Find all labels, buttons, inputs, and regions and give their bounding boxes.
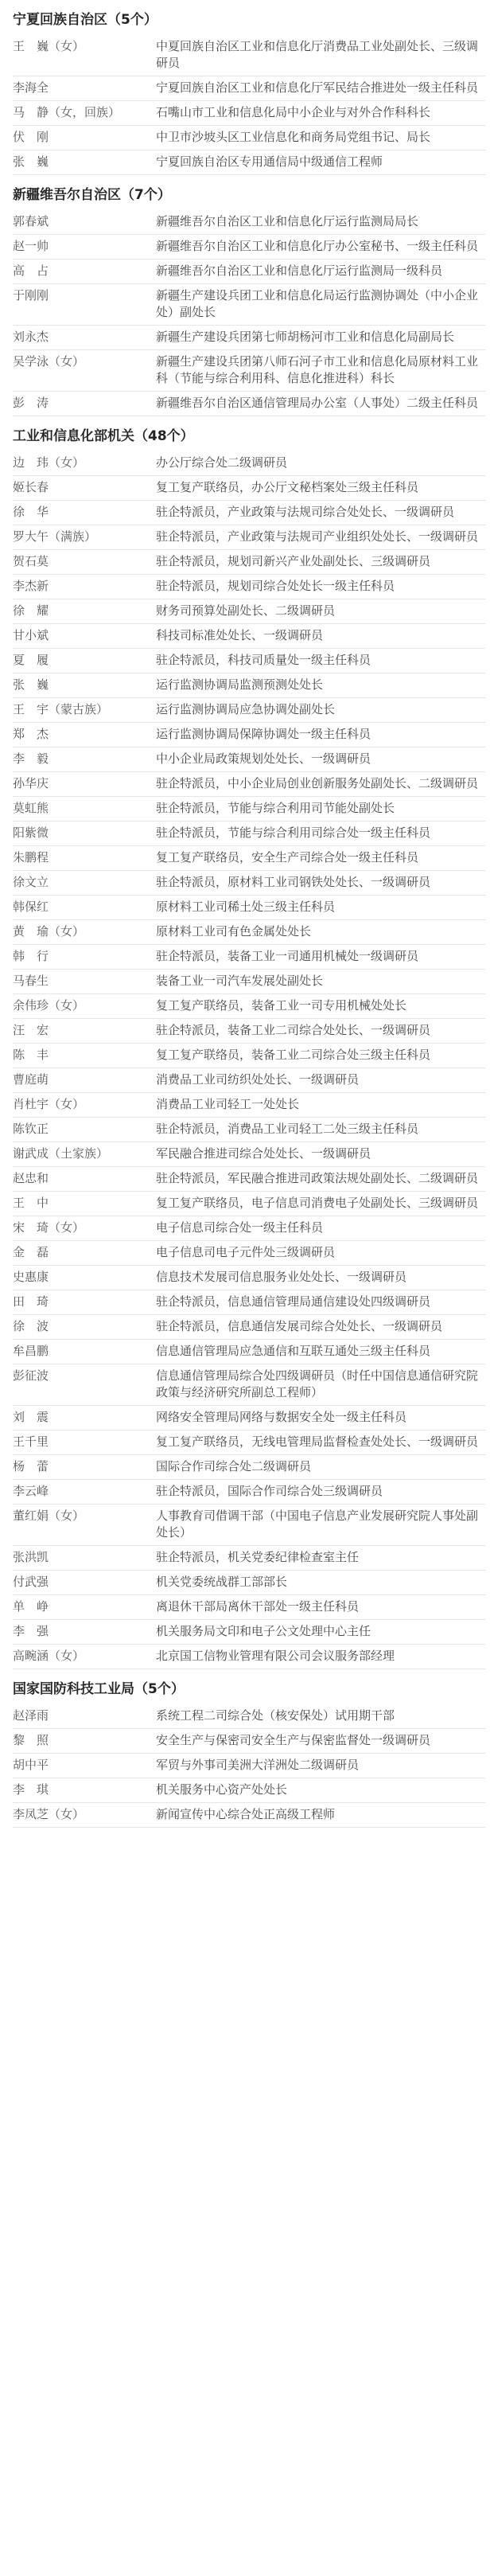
person-name: 徐 耀: [13, 603, 49, 618]
person-position: 消费品工业司轻工一处处长: [156, 1097, 300, 1111]
person-name: 张 巍: [13, 154, 49, 169]
person-name: 赵忠和: [13, 1171, 49, 1185]
person-position: 驻企特派员，消费品工业司轻工二处三级主任科员: [156, 1122, 419, 1136]
person-name: 彭 涛: [13, 396, 49, 410]
person-position: 信息通信管理局综合处四级调研员（时任中国信息通信研究院政策与经济研究所副总工程师）: [156, 1368, 479, 1399]
section: [13, 416, 485, 1669]
person-name: 李凤芝（女）: [13, 1807, 85, 1821]
person-name: 刘 震: [13, 1410, 49, 1424]
person-name: 徐 波: [13, 1319, 49, 1333]
person-position: 运行监测协调局监测预测处处长: [156, 677, 324, 692]
person-position: 中卫市沙坡头区工业信息化和商务局党组书记、局长: [156, 130, 431, 144]
person-name: 李 强: [13, 1624, 49, 1638]
list-item: [13, 822, 485, 846]
person-position: 离退休干部局离休干部处一级主任科员: [156, 1599, 360, 1614]
list-item: [13, 350, 485, 392]
person-position: 新疆维吾尔自治区工业和信息化厅运行监测局一级科员: [156, 263, 443, 278]
list-item: [13, 1620, 485, 1645]
list-item: [13, 35, 485, 76]
list-item: [13, 260, 485, 284]
list-item: [13, 1118, 485, 1142]
person-name: 韩保红: [13, 900, 49, 914]
person-position: 信息技术发展司信息服务业处处长、一级调研员: [156, 1270, 407, 1284]
person-name: 牟昌鹏: [13, 1344, 49, 1358]
list-item: [13, 1406, 485, 1430]
person-position: 机关党委统战群工部部长: [156, 1575, 288, 1589]
person-name: 王 中: [13, 1196, 49, 1210]
person-name: 单 峥: [13, 1599, 49, 1614]
person-position: 驻企特派员，产业政策与法规司产业组织处处长、一级调研员: [156, 529, 479, 544]
person-name: 李云峰: [13, 1484, 49, 1498]
person-position: 驻企特派员，规划司综合处处长一级主任科员: [156, 579, 395, 593]
list-item: [13, 772, 485, 797]
person-position: 科技司标准处处长、一级调研员: [156, 628, 324, 642]
person-position: 国际合作司综合处二级调研员: [156, 1459, 312, 1473]
person-name: 黎 照: [13, 1733, 49, 1747]
list-item: [13, 896, 485, 920]
person-name: 宋 琦（女）: [13, 1220, 85, 1235]
list-item: [13, 1595, 485, 1620]
person-position: 运行监测协调局保障协调处一级主任科员: [156, 727, 371, 741]
person-name: 阳紫微: [13, 825, 49, 840]
list-item: [13, 1290, 485, 1315]
person-position: 新疆生产建设兵团工业和信息化局运行监测协调处（中小企业处）副处长: [156, 288, 479, 319]
list-item: [13, 1455, 485, 1480]
person-position: 复工复产联络员，电子信息司消费电子处副处长、三级调研员: [156, 1196, 479, 1210]
person-name: 莫虹熊: [13, 801, 49, 815]
list-item: [13, 1704, 485, 1729]
section-title: 宁夏回族自治区（5个）: [13, 12, 158, 28]
person-name: 金 磊: [13, 1245, 49, 1259]
person-name: 徐文立: [13, 875, 49, 889]
person-position: 驻企特派员，节能与综合利用司综合处一级主任科员: [156, 825, 431, 840]
person-position: 驻企特派员，机关党委纪律检查室主任: [156, 1550, 360, 1564]
person-name: 陈钦正: [13, 1122, 49, 1136]
list-item: [13, 1192, 485, 1216]
list-item: [13, 747, 485, 772]
list-item: [13, 1216, 485, 1241]
list-item: [13, 1645, 485, 1669]
person-position: 驻企特派员，信息通信发展司综合处处长、一级调研员: [156, 1319, 443, 1333]
person-position: 机关服务中心资产处处长: [156, 1782, 288, 1797]
person-position: 驻企特派员，装备工业二司综合处处长、一级调研员: [156, 1023, 431, 1037]
person-position: 复工复产联络员，办公厅文秘档案处三级主任科员: [156, 480, 419, 494]
list-item: [13, 1754, 485, 1778]
person-name: 曹庭萌: [13, 1072, 49, 1087]
list-item: [13, 575, 485, 599]
person-position: 军贸与外事司美洲大洋洲处二级调研员: [156, 1758, 360, 1772]
person-name: 李杰新: [13, 579, 49, 593]
person-name: 朱鹏程: [13, 850, 49, 865]
person-position: 复工复产联络员，安全生产司综合处一级主任科员: [156, 850, 419, 865]
section: [13, 0, 485, 175]
person-name: 于刚刚: [13, 288, 49, 302]
person-name: 高畹涵（女）: [13, 1649, 85, 1663]
person-position: 驻企特派员，节能与综合利用司节能处副处长: [156, 801, 395, 815]
person-position: 复工复产联络员，装备工业一司专用机械处处长: [156, 998, 407, 1013]
person-position: 电子信息司综合处一级主任科员: [156, 1220, 324, 1235]
person-name: 王 巍（女）: [13, 39, 85, 53]
list-item: [13, 649, 485, 673]
person-position: 原材料工业司稀土处三级主任科员: [156, 900, 336, 914]
list-item: [13, 1803, 485, 1828]
list-item: [13, 723, 485, 747]
list-item: [13, 599, 485, 624]
person-name: 夏 履: [13, 653, 49, 667]
person-position: 人事教育司借调干部（中国电子信息产业发展研究院人事处副处长）: [156, 1509, 479, 1540]
person-position: 新疆维吾尔自治区通信管理局办公室（人事处）二级主任科员: [156, 396, 479, 410]
list-item: [13, 1778, 485, 1803]
person-name: 付武强: [13, 1575, 49, 1589]
person-position: 北京国工信物业管理有限公司会议服务部经理: [156, 1649, 395, 1663]
list-item: [13, 210, 485, 235]
person-position: 宁夏回族自治区工业和信息化厅军民结合推进处一级主任科员: [156, 80, 479, 95]
list-item: [13, 501, 485, 525]
list-item: [13, 945, 485, 970]
person-name: 余伟珍（女）: [13, 998, 85, 1013]
person-name: 彭征波: [13, 1368, 49, 1383]
person-name: 孙华庆: [13, 776, 49, 790]
person-position: 石嘴山市工业和信息化局中小企业与对外合作科科长: [156, 105, 431, 119]
person-position: 财务司预算处副处长、二级调研员: [156, 603, 336, 618]
person-name: 李 琪: [13, 1782, 49, 1797]
section-title: 工业和信息化部机关（48个）: [13, 428, 194, 444]
person-position: 驻企特派员，军民融合推进司政策法规处副处长、二级调研员: [156, 1171, 479, 1185]
person-name: 王 宇（蒙古族）: [13, 702, 109, 716]
list-item: [13, 1315, 485, 1340]
list-item: [13, 994, 485, 1019]
person-name: 姬长春: [13, 480, 49, 494]
person-name: 高 占: [13, 263, 49, 278]
person-position: 宁夏回族自治区专用通信局中级通信工程师: [156, 154, 383, 169]
person-name: 边 玮（女）: [13, 455, 85, 470]
person-position: 中小企业局政策规划处处长、一级调研员: [156, 751, 371, 766]
person-position: 新疆生产建设兵团第七师胡杨河市工业和信息化局副局长: [156, 330, 455, 344]
section: [13, 1669, 485, 1828]
list-item: [13, 392, 485, 416]
person-name: 伏 刚: [13, 130, 49, 144]
person-position: 运行监测协调局应急协调处副处长: [156, 702, 336, 716]
person-name: 贺石莫: [13, 554, 49, 568]
person-name: 吴学泳（女）: [13, 354, 85, 369]
person-name: 郑 杰: [13, 727, 49, 741]
person-position: 驻企特派员，信息通信管理局通信建设处四级调研员: [156, 1294, 431, 1309]
list-item: [13, 235, 485, 260]
list-item: [13, 1480, 485, 1505]
person-position: 驻企特派员，国际合作司综合处三级调研员: [156, 1484, 383, 1498]
list-item: [13, 1044, 485, 1068]
person-name: 赵泽雨: [13, 1708, 49, 1723]
list-item: [13, 126, 485, 150]
person-position: 军民融合推进司综合处处长、一级调研员: [156, 1146, 371, 1161]
person-position: 网络安全管理局网络与数据安全处一级主任科员: [156, 1410, 407, 1424]
list-item: [13, 476, 485, 501]
person-position: 驻企特派员，装备工业一司通用机械处一级调研员: [156, 949, 419, 963]
person-position: 消费品工业司纺织处处长、一级调研员: [156, 1072, 360, 1087]
person-name: 李 毅: [13, 751, 49, 766]
person-name: 杨 蕾: [13, 1459, 49, 1473]
list-item: [13, 451, 485, 476]
person-position: 办公厅综合处二级调研员: [156, 455, 288, 470]
list-item: [13, 150, 485, 175]
list-item: [13, 1241, 485, 1266]
section: [13, 175, 485, 416]
list-item: [13, 1546, 485, 1571]
list-item: [13, 797, 485, 822]
section-title: 国家国防科技工业局（5个）: [13, 1681, 185, 1697]
person-position: 新疆维吾尔自治区工业和信息化厅办公室秘书、一级主任科员: [156, 239, 479, 253]
list-item: [13, 1505, 485, 1546]
person-name: 马春生: [13, 974, 49, 988]
person-name: 刘永杰: [13, 330, 49, 344]
list-item: [13, 525, 485, 550]
person-name: 汪 宏: [13, 1023, 49, 1037]
person-position: 复工复产联络员，无线电管理局监督检查处处长、一级调研员: [156, 1434, 479, 1449]
person-position: 装备工业一司汽车发展处副处长: [156, 974, 324, 988]
list-item: [13, 1167, 485, 1192]
person-position: 电子信息司电子元件处三级调研员: [156, 1245, 336, 1259]
list-item: [13, 970, 485, 994]
person-position: 新闻宣传中心综合处正高级工程师: [156, 1807, 336, 1821]
list-item: [13, 1430, 485, 1455]
person-name: 罗大午（满族）: [13, 529, 97, 544]
person-position: 系统工程二司综合处（核安保处）试用期干部: [156, 1708, 395, 1723]
list-item: [13, 1340, 485, 1364]
person-name: 赵一帅: [13, 239, 49, 253]
section-title: 新疆维吾尔自治区（7个）: [13, 187, 171, 203]
person-position: 复工复产联络员，装备工业二司综合处三级主任科员: [156, 1048, 431, 1062]
person-name: 王千里: [13, 1434, 49, 1449]
person-position: 机关服务局文印和电子公文处理中心主任: [156, 1624, 371, 1638]
list-item: [13, 76, 485, 101]
person-position: 中夏回族自治区工业和信息化厅消费品工业处副处长、三级调研员: [156, 39, 479, 70]
person-position: 新疆维吾尔自治区工业和信息化厅运行监测局局长: [156, 214, 419, 228]
list-item: [13, 284, 485, 326]
list-item: [13, 698, 485, 723]
person-name: 胡中平: [13, 1758, 49, 1772]
person-name: 史惠康: [13, 1270, 49, 1284]
person-name: 陈 丰: [13, 1048, 49, 1062]
list-item: [13, 871, 485, 896]
person-name: 肖杜宇（女）: [13, 1097, 85, 1111]
list-item: [13, 1068, 485, 1093]
person-position: 原材料工业司有色金属处处长: [156, 924, 312, 939]
person-position: 驻企特派员，规划司新兴产业处副处长、三级调研员: [156, 554, 431, 568]
person-name: 黄 瑜（女）: [13, 924, 85, 939]
list-item: [13, 846, 485, 871]
list-item: [13, 624, 485, 649]
person-position: 驻企特派员，产业政策与法规司综合处处长、一级调研员: [156, 505, 455, 519]
person-position: 驻企特派员，科技司质量处一级主任科员: [156, 653, 371, 667]
person-name: 董红娟（女）: [13, 1509, 85, 1523]
person-name: 张洪凯: [13, 1550, 49, 1564]
person-name: 张 巍: [13, 677, 49, 692]
person-name: 徐 华: [13, 505, 49, 519]
person-name: 郭春斌: [13, 214, 49, 228]
person-position: 驻企特派员，原材料工业司钢铁处处长、一级调研员: [156, 875, 431, 889]
person-name: 李海全: [13, 80, 49, 95]
list-item: [13, 1142, 485, 1167]
list-item: [13, 1019, 485, 1044]
list-item: [13, 1364, 485, 1406]
person-name: 甘小斌: [13, 628, 49, 642]
person-position: 安全生产与保密司安全生产与保密监督处一级调研员: [156, 1733, 431, 1747]
person-position: 信息通信管理局应急通信和互联互通处三级主任科员: [156, 1344, 431, 1358]
list-item: [13, 920, 485, 945]
list-item: [13, 101, 485, 126]
list-item: [13, 1571, 485, 1595]
list-item: [13, 673, 485, 698]
person-name: 马 静（女，回族）: [13, 105, 121, 119]
person-position: 驻企特派员，中小企业局创业创新服务处副处长、二级调研员: [156, 776, 479, 790]
list-item: [13, 1729, 485, 1754]
list-item: [13, 326, 485, 350]
person-name: 韩 行: [13, 949, 49, 963]
list-item: [13, 1266, 485, 1290]
person-name: 谢武成（土家族）: [13, 1146, 109, 1161]
person-position: 新疆生产建设兵团第八师石河子市工业和信息化局原材料工业科（节能与综合利用科、信息化推进科）科长: [156, 354, 479, 385]
list-item: [13, 550, 485, 575]
list-item: [13, 1093, 485, 1118]
person-name: 田 琦: [13, 1294, 49, 1309]
